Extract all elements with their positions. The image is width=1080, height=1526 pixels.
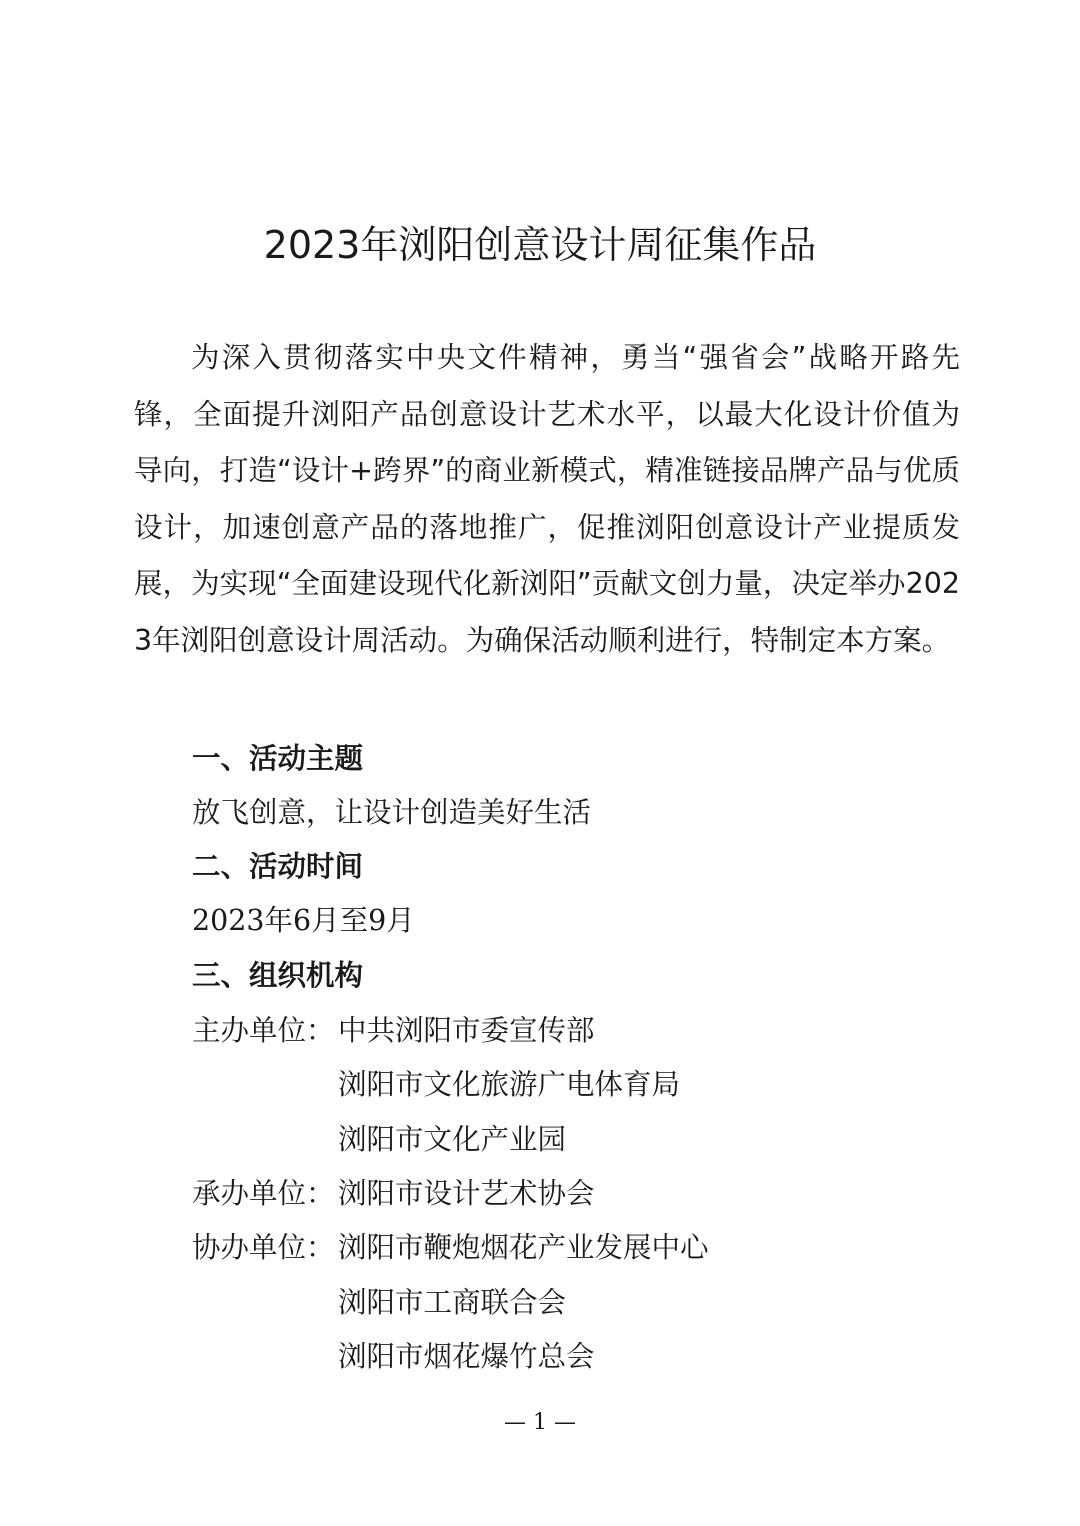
intro-paragraph: 为深入贯彻落实中央文件精神，勇当“强省会”战略开路先锋，全面提升浏阳产品创意设计艺术水平，以最大化设计价值为导向，打造“设计+跨界”的商业新模式，精准链接品牌产品与优质设计，加速创意产品的落地推广，促推浏阳创意设计产业提质发展，为实现“全面建设现代化新浏阳”贡献文创力量，决定举办2023年浏阳创意设计周活动。为确保活动顺利进行，特制定本方案。 (134, 341, 960, 657)
host-label: 主办单位： (192, 1014, 335, 1047)
organizer-row (192, 1174, 595, 1214)
theme-content: 放飞创意，让设计创造美好生活 (192, 796, 592, 829)
section-heading-time: 二、活动时间 (192, 850, 364, 883)
organizer-item: 浏阳市设计艺术协会 (338, 1177, 595, 1210)
co-organizer-item: 浏阳市鞭炮烟花产业发展中心 (338, 1231, 709, 1264)
co-organizer-row (192, 1228, 709, 1268)
host-row (192, 1011, 595, 1051)
organizer-label: 承办单位： (192, 1177, 335, 1210)
host-item: 浏阳市文化产业园 (338, 1123, 567, 1156)
time-content: 2023年6月至9月 (192, 904, 415, 937)
co-organizer-item: 浏阳市工商联合会 (338, 1286, 567, 1319)
document-title: 2023年浏阳创意设计周征集作品 (263, 223, 817, 267)
section-heading-theme: 一、活动主题 (192, 742, 364, 775)
host-item: 中共浏阳市委宣传部 (338, 1014, 595, 1047)
section-heading-organization: 三、组织机构 (192, 959, 364, 992)
co-organizer-item: 浏阳市烟花爆竹总会 (338, 1340, 595, 1373)
page-number: — 1 — (504, 1410, 576, 1435)
host-item: 浏阳市文化旅游广电体育局 (338, 1068, 681, 1101)
co-organizer-label: 协办单位： (192, 1231, 335, 1264)
